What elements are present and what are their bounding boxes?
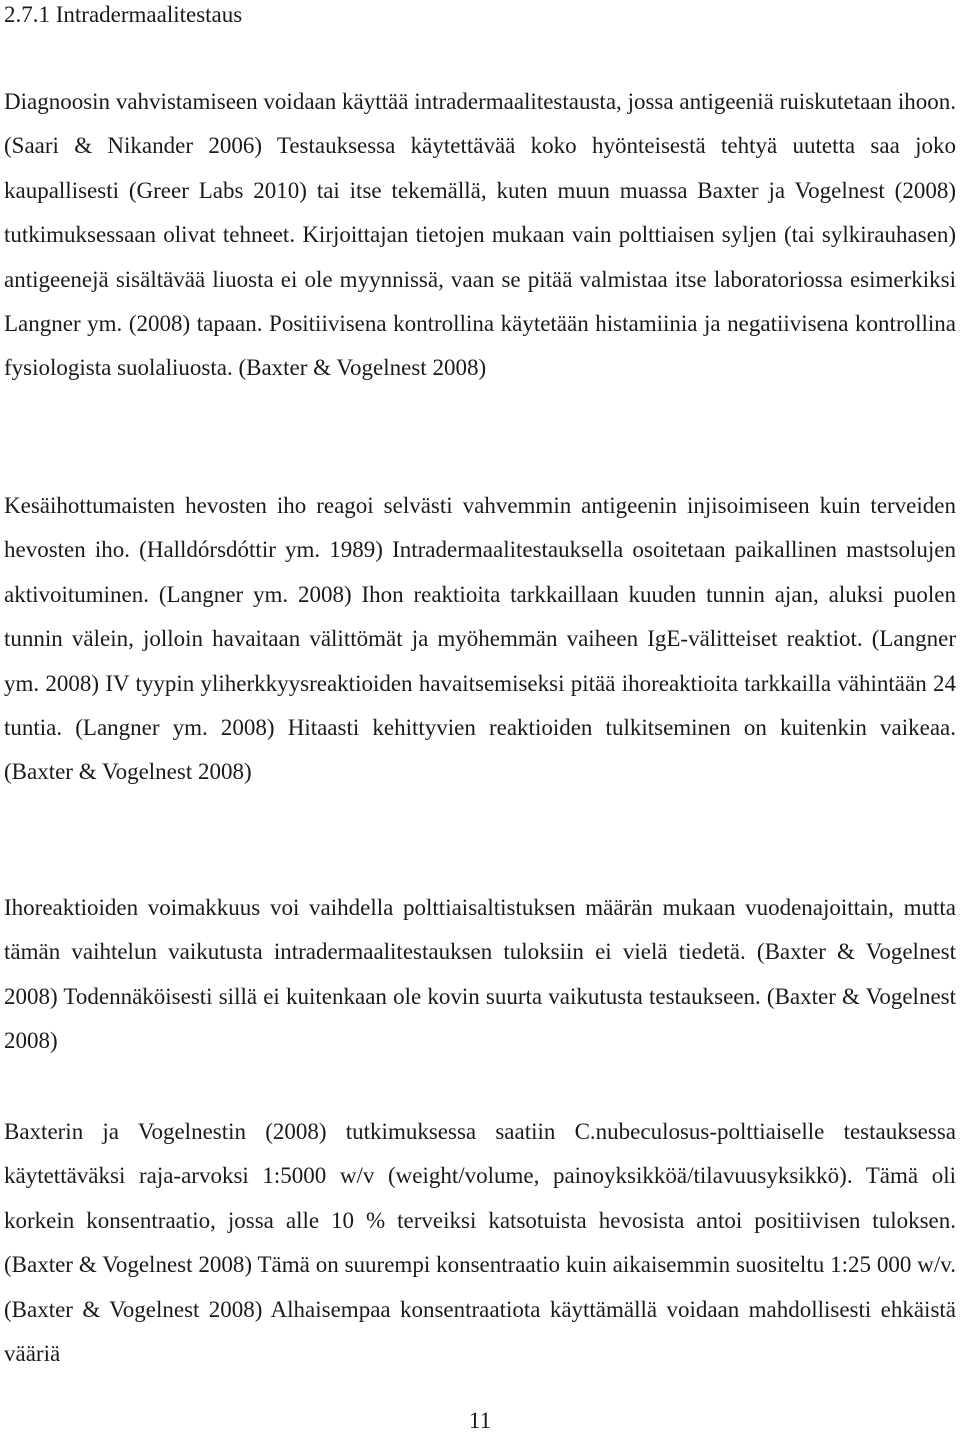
- paragraph-threshold-value: Baxterin ja Vogelnestin (2008) tutkimuksessa saatiin C.nubeculosus-polttiaiselle testauksessa käytettäväksi raja-arvoksi 1:5000 w/v (weight/volume, painoyksikköä/tilavuusyksikkö). Tämä oli korkein konsentraatio, jossa alle 10 % terveiksi katsotuista hevosista antoi positiivisen tuloksen. (Baxter & Vogelnest 2008) Tämä on suurempi konsentraatio kuin aikaisemmin suositeltu 1:25 000 w/v. (Baxter & Vogelnest 2008) Alhaisempaa konsentraatiota käyttämällä voidaan mahdollisesti ehkäistä vääriä: [4, 1119, 956, 1367]
- section-heading: 2.7.1 Intradermaalitestaus: [4, 2, 243, 27]
- paragraph-seasonal-variation: Ihoreaktioiden voimakkuus voi vaihdella polttiaisaltistuksen määrän mukaan vuodenajoittain, mutta tämän vaihtelun vaikutusta intradermaalitestauksen tuloksiin ei vielä tiedetä. (Baxter & Vogelnest 2008) Todennäköisesti sillä ei kuitenkaan ole kovin suurta vaikutusta testaukseen. (Baxter & Vogelnest 2008): [4, 895, 956, 1054]
- page-number: 11: [468, 1408, 492, 1433]
- paragraph-intradermal-testing: Diagnoosin vahvistamiseen voidaan käyttää intradermaalitestausta, jossa antigeeniä ruiskutetaan ihoon. (Saari & Nikander 2006) Testauksessa käytettävää koko hyönteisestä tehtyä uutetta saa joko kaupallisesti (Greer Labs 2010) tai itse tekemällä, kuten muun muassa Baxter ja Vogelnest (2008) tutkimuksessaan olivat tehneet. Kirjoittajan tietojen mukaan vain polttiaisen syljen (tai sylkirauhasen) antigeenejä sisältävää liuosta ei ole myynnissä, vaan se pitää valmistaa itse laboratoriossa esimerkiksi Langner ym. (2008) tapaan. Positiivisena kontrollina käytetään histamiinia ja negatiivisena kontrollina fysiologista suolaliuosta. (Baxter & Vogelnest 2008): [4, 89, 956, 381]
- paragraph-skin-reaction: Kesäihottumaisten hevosten iho reagoi selvästi vahvemmin antigeenin injisoimiseen kuin terveiden hevosten iho. (Halldórsdóttir ym. 1989) Intradermaalitestauksella osoitetaan paikallinen mastsolujen aktivoituminen. (Langner ym. 2008) Ihon reaktioita tarkkaillaan kuuden tunnin ajan, aluksi puolen tunnin välein, jolloin havaitaan välittömät ja myöhemmän vaiheen IgE-välitteiset reaktiot. (Langner ym. 2008) IV tyypin yliherkkyysreaktioiden havaitsemiseksi pitää ihoreaktioita tarkkailla vähintään 24 tuntia. (Langner ym. 2008) Hitaasti kehittyvien reaktioiden tulkitseminen on kuitenkin vaikeaa. (Baxter & Vogelnest 2008): [4, 493, 956, 785]
